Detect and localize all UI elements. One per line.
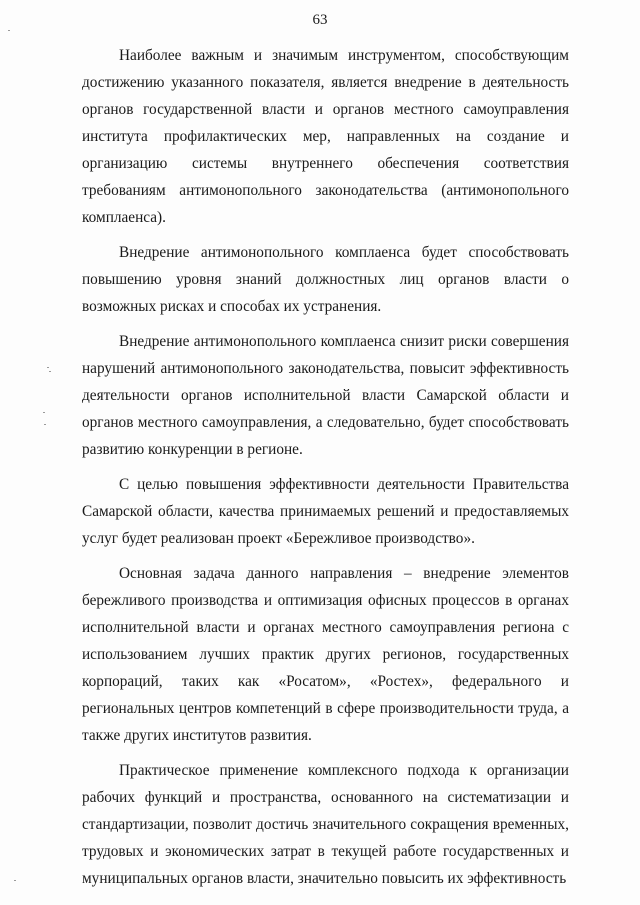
- scan-speck: [49, 371, 51, 372]
- page-number: 63: [312, 12, 328, 28]
- paragraph-practical-application: Практическое применение комплексного подхода к организации рабочих функций и пространства, основанного на систематизации и стандартизации, позволит достичь значительного сокращения временных, трудовых и экономических затрат в текущей работе государственных и муниципальных органов власти, значительно повысить их эффективность: [82, 762, 569, 887]
- scan-speck: [43, 412, 45, 413]
- paragraph-antimonopoly-tool: Наиболее важным и значимым инструментом, способствующим достижению указанного показателя, является внедрение в деятельность органов государственной власти и органов местного самоуправления института профилактических мер, направленных на создание и организацию системы внутреннего обеспечения соответствия требованиям антимонопольного законодательства (антимонопольного комплаенса).: [82, 47, 569, 226]
- document-body: [82, 42, 569, 900]
- scan-speck: [14, 880, 16, 881]
- scan-speck: [8, 30, 10, 31]
- paragraph-lean-project: С целью повышения эффективности деятельности Правительства Самарской области, качества принимаемых решений и предоставляемых услуг будет реализован проект «Бережливое производство».: [82, 476, 569, 547]
- paragraph-compliance-knowledge: Внедрение антимонопольного комплаенса будет способствовать повышению уровня знаний должностных лиц органов власти о возможных рисках и способах их устранения.: [82, 244, 569, 315]
- scan-speck: [44, 424, 46, 425]
- scan-speck: [47, 367, 49, 368]
- paragraph-lean-task: Основная задача данного направления – внедрение элементов бережливого производства и оптимизация офисных процессов в органах исполнительной власти и органах местного самоуправления региона с использованием лучших практик других регионов, государственных корпораций, таких как «Росатом», «Ростех», федерального и региональных центров компетенций в сфере производительности труда, а также других институтов развития.: [82, 565, 569, 744]
- paragraph-compliance-risks: Внедрение антимонопольного комплаенса снизит риски совершения нарушений антимонопольного законодательства, повысит эффективность деятельности органов исполнительной власти Самарской области и органов местного самоуправления, а следовательно, будет способствовать развитию конкуренции в регионе.: [82, 333, 569, 458]
